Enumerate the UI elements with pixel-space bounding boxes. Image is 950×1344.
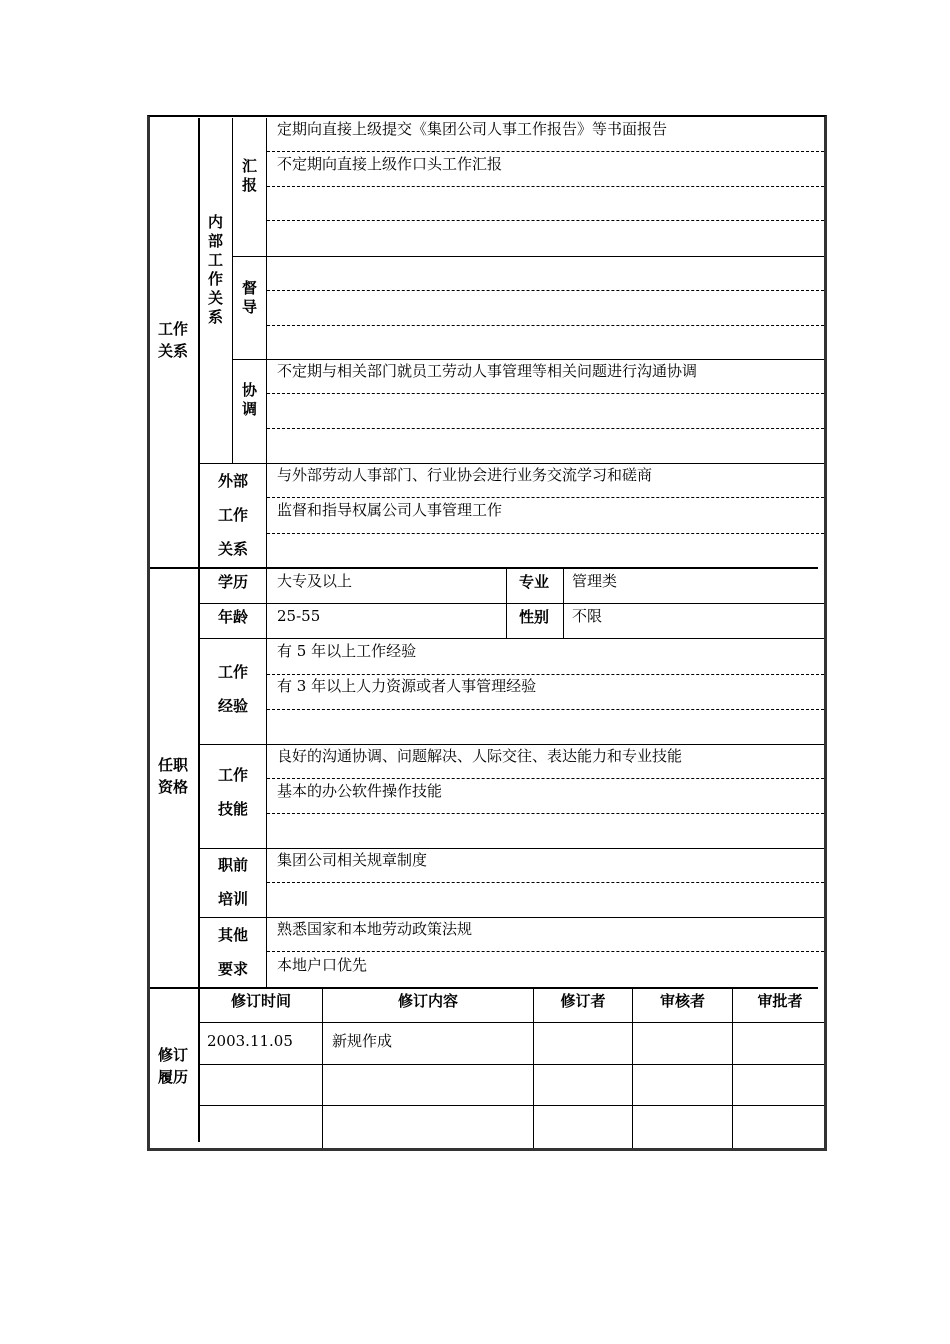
row-line [198, 463, 824, 464]
header-approver: 审批者 [757, 992, 803, 1010]
section-label-work-relations: 工作关系 [157, 320, 188, 360]
education-label: 学历 [217, 573, 248, 591]
training-label: 职前 培训 [217, 856, 248, 908]
header-reviser: 修订者 [560, 992, 606, 1010]
supervise-label: 督导 [240, 280, 258, 318]
header-revision-content: 修订内容 [397, 992, 458, 1010]
age-label: 年龄 [217, 608, 248, 626]
skills-item: 良好的沟通协调、问题解决、人际交往、表达能力和专业技能 [277, 747, 683, 765]
external-item: 监督和指导权属公司人事管理工作 [277, 501, 503, 519]
dashed-rule [267, 428, 824, 429]
skills-item: 基本的办公软件操作技能 [277, 782, 443, 800]
col-line-rev-1 [322, 988, 323, 1148]
dashed-rule [267, 709, 824, 710]
experience-label: 工作 经验 [217, 663, 248, 715]
header-revision-date: 修订时间 [230, 992, 291, 1010]
report-item: 定期向直接上级提交《集团公司人事工作报告》等书面报告 [277, 120, 668, 138]
experience-item: 有 3 年以上人力资源或者人事管理经验 [277, 677, 537, 695]
dashed-rule [267, 882, 824, 883]
coordinate-label: 协调 [240, 382, 258, 420]
col-line-rev-4 [732, 988, 733, 1148]
row-line [198, 603, 824, 604]
dashed-rule [267, 290, 824, 291]
table-row-cell-date: 2003.11.05 [207, 1032, 293, 1050]
education-value: 大专及以上 [277, 572, 353, 590]
col-line-2 [232, 118, 233, 463]
section-line [150, 987, 818, 989]
other-requirements-label: 其他 要求 [217, 926, 248, 978]
dashed-rule [267, 497, 824, 498]
row-line [198, 1022, 824, 1023]
other-requirements-item: 熟悉国家和本地劳动政策法规 [277, 920, 473, 938]
dashed-rule [267, 393, 824, 394]
dashed-rule [267, 674, 824, 675]
gender-label: 性别 [518, 608, 549, 626]
other-requirements-item: 本地户口优先 [277, 956, 368, 974]
row-line [198, 744, 824, 745]
table-row-cell-content: 新规作成 [332, 1032, 393, 1050]
dashed-rule [267, 186, 824, 187]
age-value: 25-55 [277, 607, 321, 625]
major-label: 专业 [518, 573, 549, 591]
report-label: 汇报 [240, 158, 258, 196]
dashed-rule [267, 813, 824, 814]
row-line [198, 1064, 824, 1065]
dashed-rule [267, 951, 824, 952]
gender-value: 不限 [572, 607, 603, 625]
coordinate-item: 不定期与相关部门就员工劳动人事管理等相关问题进行沟通协调 [277, 362, 698, 380]
skills-label: 工作 技能 [217, 766, 248, 818]
col-line-3 [266, 118, 267, 988]
row-line [198, 848, 824, 849]
row-line [198, 917, 824, 918]
header-reviewer: 审核者 [659, 992, 705, 1010]
dashed-rule [267, 220, 824, 221]
col-line-rev-2 [533, 988, 534, 1148]
report-item: 不定期向直接上级作口头工作汇报 [277, 155, 503, 173]
row-line [198, 638, 824, 639]
row-line [198, 1105, 824, 1106]
col-line-rev-3 [632, 988, 633, 1148]
section-label-revision-history: 修订履历 [157, 1046, 188, 1086]
major-value: 管理类 [572, 572, 618, 590]
external-item: 与外部劳动人事部门、行业协会进行业务交流学习和磋商 [277, 466, 653, 484]
row-line [232, 256, 824, 257]
dashed-rule [267, 325, 824, 326]
experience-item: 有 5 年以上工作经验 [277, 642, 417, 660]
training-item: 集团公司相关规章制度 [277, 851, 428, 869]
row-line [232, 359, 824, 360]
dashed-rule [267, 533, 824, 534]
dashed-rule [267, 778, 824, 779]
external-relations-label: 外部 工作 关系 [217, 472, 248, 558]
section-line [150, 567, 818, 569]
internal-relations-label: 内部工作关系 [206, 214, 224, 328]
section-label-qualifications: 任职资格 [157, 756, 188, 796]
dashed-rule [267, 151, 824, 152]
